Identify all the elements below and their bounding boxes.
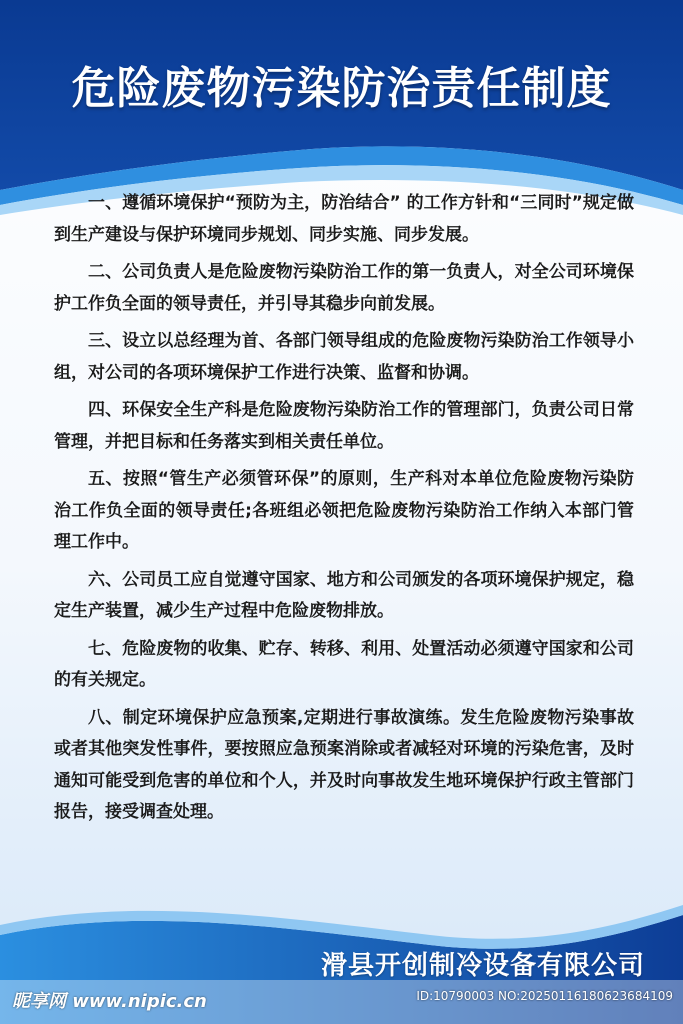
watermark-site: 昵享网 www.nipic.cn: [12, 991, 207, 1012]
regulation-item-4: 四、环保安全生产科是危险废物污染防治工作的管理部门，负责公司日常管理，并把目标和任务落实到相关责任单位。: [54, 400, 634, 452]
company-name: 滑县开创制冷设备有限公司: [320, 951, 645, 981]
regulation-item-8: 八、制定环境保护应急预案,定期进行事故演练。发生危险废物污染事故或者其他突发性事件，要按照应急预案消除或者减轻对环境的污染危害，及时通知可能受到危害的单位和个人，并及时向事故发生地环境保护行政主管部门报告，接受调查处理。: [54, 707, 634, 822]
regulation-item-5: 五、按照“管生产必须管环保”的原则，生产科对本单位危险废物污染防治工作负全面的领导责任;各班组必领把危险废物污染防治工作纳入本部门管理工作中。: [54, 469, 634, 552]
regulation-body: [54, 188, 634, 835]
regulation-item-1: 一、遵循环境保护“预防为主，防治结合” 的工作方针和“三同时”规定做到生产建设与保护环境同步规划、同步实施、同步发展。: [54, 193, 634, 245]
regulation-item-6: 六、公司员工应自觉遵守国家、地方和公司颁发的各项环境保护规定，稳定生产装置，减少生产过程中危险废物排放。: [54, 569, 634, 621]
regulation-item-7: 七、危险废物的收集、贮存、转移、利用、处置活动必须遵守国家和公司的有关规定。: [54, 638, 634, 690]
page-title: 危险废物污染防治责任制度: [71, 63, 612, 114]
watermark-id: ID:10790003 NO:20250116180623684109: [416, 989, 673, 1003]
regulation-item-2: 二、公司负责人是危险废物污染防治工作的第一负责人，对全公司环境保护工作负全面的领导责任，并引导其稳步向前发展。: [54, 262, 634, 314]
regulation-item-3: 三、设立以总经理为首、各部门领导组成的危险废物污染防治工作领导小组，对公司的各项环境保护工作进行决策、监督和协调。: [54, 331, 634, 383]
